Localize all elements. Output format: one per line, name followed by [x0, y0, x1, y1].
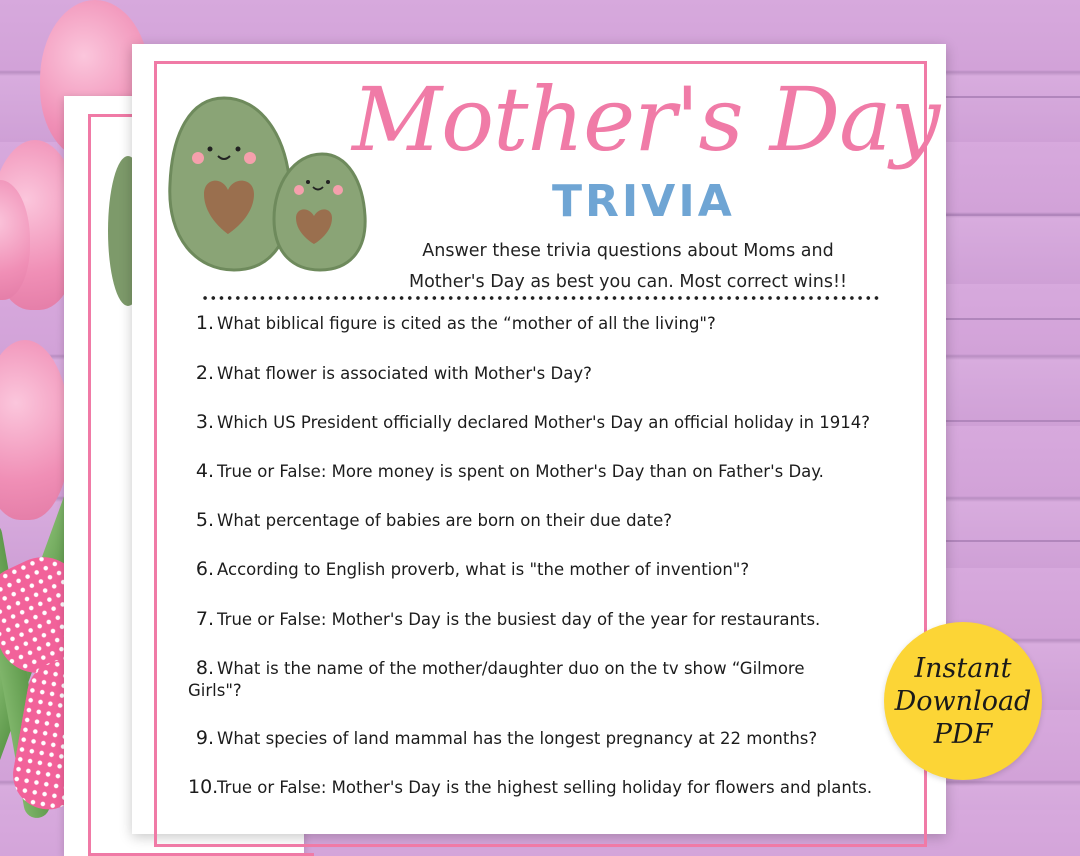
wood-plank-line	[940, 214, 1080, 216]
question-number: 2.	[195, 362, 214, 384]
wood-plank-line	[940, 540, 1080, 542]
question-number: 9.	[195, 727, 214, 749]
badge-line-2: Download	[894, 685, 1032, 717]
question-number: 6.	[195, 558, 214, 580]
question-text: What biblical figure is cited as the “mother of all the living"?	[217, 314, 716, 333]
question-text: True or False: Mother's Day is the busiest day of the year for restaurants.	[217, 610, 821, 629]
wood-plank-line	[940, 318, 1080, 320]
question-number: 5.	[195, 509, 214, 531]
page-title: Mother's Day	[352, 68, 940, 171]
question-item	[188, 362, 908, 385]
question-text: True or False: More money is spent on Mother's Day than on Father's Day.	[217, 462, 824, 481]
question-text: What is the name of the mother/daughter duo on the tv show “Gilmore Girls"?	[188, 659, 805, 700]
question-item	[188, 558, 908, 581]
question-text: True or False: Mother's Day is the highest selling holiday for flowers and plants.	[217, 778, 873, 797]
question-number: 10.	[188, 776, 219, 798]
question-item	[188, 312, 908, 335]
badge-line-3: PDF	[933, 718, 993, 750]
question-text: Which US President officially declared Mother's Day an official holiday in 1914?	[217, 413, 871, 432]
question-text: According to English proverb, what is "the mother of invention"?	[217, 560, 750, 579]
question-item	[188, 776, 908, 799]
wood-plank-line	[940, 96, 1080, 98]
intro-text: Answer these trivia questions about Moms and Mother's Day as best you can. Most correct wins!!	[408, 241, 848, 292]
tulip-flower	[0, 340, 70, 520]
question-number: 1.	[195, 312, 214, 334]
page-subtitle: TRIVIA	[552, 176, 735, 227]
question-text: What species of land mammal has the longest pregnancy at 22 months?	[217, 729, 818, 748]
wood-plank-line	[940, 420, 1080, 422]
question-number: 3.	[195, 411, 214, 433]
question-item	[188, 727, 908, 750]
question-item	[188, 657, 848, 702]
badge-line-1: Instant	[914, 652, 1012, 684]
question-item	[188, 460, 908, 483]
question-number: 7.	[195, 608, 214, 630]
instant-download-badge	[884, 622, 1042, 780]
question-number: 8.	[195, 657, 214, 679]
question-text: What percentage of babies are born on their due date?	[217, 511, 673, 530]
question-item	[188, 411, 908, 434]
avocado-couple-icon	[162, 94, 372, 274]
question-item	[188, 509, 908, 532]
question-number: 4.	[195, 460, 214, 482]
question-text: What flower is associated with Mother's Day?	[217, 364, 592, 383]
question-item	[188, 608, 908, 631]
dotted-divider	[201, 296, 881, 300]
